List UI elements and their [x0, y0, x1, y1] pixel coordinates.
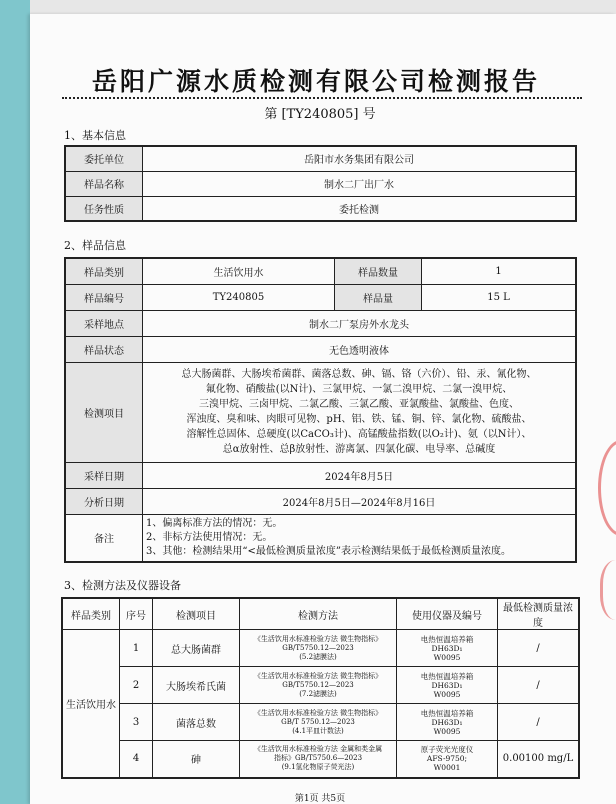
table-row	[65, 146, 576, 171]
test-items-label: 检测项目	[65, 362, 143, 462]
note-line: 3、其他：检测结果用“<最低检测质量浓度”表示检测结果低于最低检测质量浓度。	[146, 545, 511, 557]
table-row	[62, 630, 579, 667]
section-methods-heading: 3、检测方法及仪器设备	[64, 579, 181, 592]
column-header: 使用仪器及编号	[397, 598, 498, 630]
amount-label: 样品量	[335, 284, 422, 310]
detection-limit: /	[498, 667, 580, 704]
note-line: 1、偏离标准方法的情况：无。	[146, 517, 283, 529]
column-header: 样品类别	[62, 598, 120, 630]
sample-code-label: 样品编号	[65, 284, 143, 310]
state-label: 样品状态	[65, 336, 143, 362]
method-line: 《生活饮用水标准检验方法 金属和类金属	[253, 745, 383, 754]
test-items-value	[143, 362, 577, 462]
sample-name-label: 样品名称	[65, 171, 143, 196]
sample-info-table	[64, 257, 577, 563]
test-items-line: 浑浊度、臭和味、肉眼可见物、pH、铝、铁、锰、铜、锌、氯化物、硫酸盐、	[186, 414, 532, 425]
sample-code-value: TY240805	[143, 284, 335, 310]
instrument-line: W0001	[433, 763, 461, 773]
section-basic-info-heading: 1、基本信息	[64, 129, 126, 142]
note-line: 2、非标方法使用情况：无。	[146, 531, 273, 543]
quantity-value: 1	[422, 258, 577, 284]
instrument-line: 电热恒温培养箱	[420, 634, 474, 644]
analysis-date-value: 2024年8月5日—2024年8月16日	[143, 488, 577, 514]
column-header: 检测项目	[153, 598, 240, 630]
method-line: 《生活饮用水标准检验方法 微生物指标》	[253, 634, 383, 643]
notes-label: 备注	[65, 514, 143, 562]
method-cell	[240, 667, 397, 704]
instrument-line: DH63D₁	[431, 680, 463, 690]
method-cell	[240, 630, 397, 667]
test-items-line: 氟化物、硝酸盐(以N计)、三氯甲烷、一氯二溴甲烷、二氯一溴甲烷、	[205, 384, 513, 395]
quantity-label: 样品数量	[335, 258, 422, 284]
instrument-cell	[397, 741, 498, 778]
category-cell: 生活饮用水	[62, 630, 120, 778]
table-row	[62, 741, 579, 778]
method-line: GB/T5750.12—2023	[282, 680, 354, 689]
test-items-line: 总α放射性、总β放射性、游离氯、四氯化碳、电导率、总碱度	[222, 444, 496, 455]
table-row	[62, 704, 579, 741]
table-row	[62, 667, 579, 704]
client-label: 委托单位	[65, 146, 143, 171]
report-title: 岳阳广源水质检测有限公司检测报告	[91, 67, 540, 96]
detection-limit: /	[498, 630, 580, 667]
site-value: 制水二厂泵房外水龙头	[143, 310, 577, 336]
instrument-cell	[397, 630, 498, 667]
site-label: 采样地点	[65, 310, 143, 336]
section-sample-info-heading: 2、样品信息	[64, 239, 126, 252]
table-row	[65, 462, 576, 488]
method-line: 指标》GB/T5750.6—2023	[273, 754, 363, 763]
method-line: GB/T 5750.12—2023	[281, 717, 355, 726]
detection-limit: /	[498, 704, 580, 741]
test-item: 菌落总数	[153, 704, 240, 741]
test-item: 砷	[153, 741, 240, 778]
method-line: (4.1平皿计数法)	[292, 726, 344, 735]
instrument-line: 电热恒温培养箱	[420, 671, 474, 681]
notes-value	[143, 514, 577, 562]
state-value: 无色透明液体	[143, 336, 577, 362]
sample-name-value: 制水二厂出厂水	[143, 171, 577, 196]
table-row	[65, 336, 576, 362]
title-divider	[62, 97, 582, 99]
instrument-cell	[397, 704, 498, 741]
method-line: GB/T5750.12—2023	[282, 643, 354, 652]
row-number: 3	[120, 704, 153, 741]
instrument-line: W0095	[433, 689, 461, 699]
test-item: 大肠埃希氏菌	[153, 667, 240, 704]
test-item: 总大肠菌群	[153, 630, 240, 667]
page-footer: 第1页 共5页	[294, 794, 346, 804]
table-row	[65, 196, 576, 221]
method-cell	[240, 704, 397, 741]
instrument-line: 原子荧光光度仪	[420, 745, 474, 755]
category-label: 样品类别	[65, 258, 143, 284]
instrument-line: W0095	[433, 726, 461, 736]
amount-value: 15 L	[422, 284, 577, 310]
background-band	[0, 0, 30, 804]
methods-table	[61, 597, 580, 779]
table-header-row	[62, 598, 579, 630]
method-line: 《生活饮用水标准检验方法 微生物指标》	[253, 708, 383, 717]
task-type-label: 任务性质	[65, 196, 143, 221]
row-number: 4	[120, 741, 153, 778]
instrument-line: DH63D₁	[431, 643, 463, 653]
sample-date-value: 2024年8月5日	[143, 462, 577, 488]
instrument-line: DH63D₁	[431, 717, 463, 727]
method-line: (5.2滤膜法)	[299, 652, 337, 661]
instrument-line: AFS-9750;	[426, 754, 468, 764]
test-items-line: 总大肠菌群、大肠埃希菌群、菌落总数、砷、镉、铬（六价）、铅、汞、氰化物、	[181, 369, 537, 380]
instrument-line: 电热恒温培养箱	[420, 708, 474, 718]
table-row	[65, 171, 576, 196]
method-line: (7.2滤膜法)	[299, 689, 337, 698]
method-line: (9.1氢化物原子荧光法)	[281, 763, 355, 772]
method-line: 《生活饮用水标准检验方法 微生物指标》	[253, 671, 383, 680]
analysis-date-label: 分析日期	[65, 488, 143, 514]
test-items-line: 溶解性总固体、总硬度(以CaCO₃计)、高锰酸盐指数(以O₂计)、氨（以N计）、	[186, 429, 532, 440]
method-cell	[240, 741, 397, 778]
instrument-line: W0095	[433, 652, 461, 662]
row-number: 2	[120, 667, 153, 704]
basic-info-table	[64, 145, 577, 222]
detection-limit: 0.00100 mg/L	[498, 741, 580, 778]
test-items-line: 三溴甲烷、三卤甲烷、二氯乙酸、三氯乙酸、亚氯酸盐、氯酸盐、色度、	[199, 399, 519, 410]
column-header: 序号	[120, 598, 153, 630]
report-number: 第 [TY240805] 号	[264, 107, 376, 122]
sample-date-label: 采样日期	[65, 462, 143, 488]
column-header: 检测方法	[240, 598, 397, 630]
instrument-cell	[397, 667, 498, 704]
client-value: 岳阳市水务集团有限公司	[143, 146, 577, 171]
row-number: 1	[120, 630, 153, 667]
table-row	[65, 514, 576, 562]
category-value: 生活饮用水	[143, 258, 335, 284]
table-row	[65, 284, 576, 310]
column-header: 最低检测质量浓度	[498, 598, 580, 630]
table-row	[65, 362, 576, 462]
table-row	[65, 310, 576, 336]
table-row	[65, 488, 576, 514]
task-type-value: 委托检测	[143, 196, 577, 221]
table-row	[65, 258, 576, 284]
